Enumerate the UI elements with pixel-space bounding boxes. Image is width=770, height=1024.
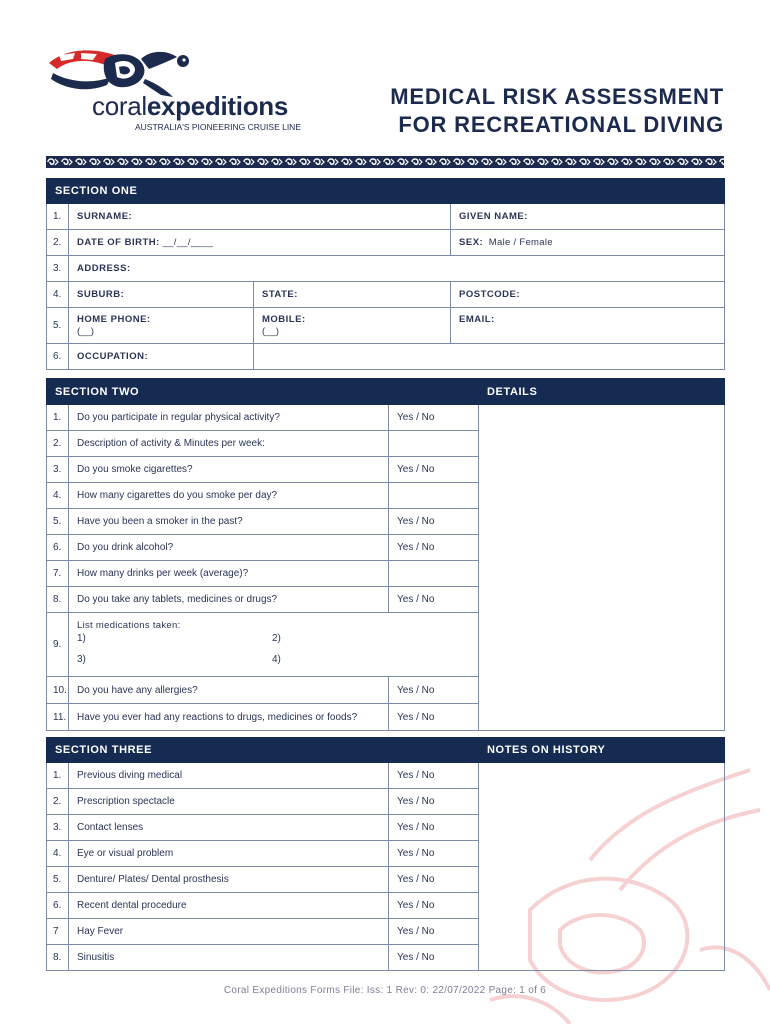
postcode-label: POSTCODE: — [459, 289, 520, 300]
yes-no-answer[interactable]: Yes / No — [389, 789, 479, 815]
row-number: 10. — [47, 677, 69, 704]
row-number: 1. — [47, 763, 69, 789]
question-text: How many drinks per week (average)? — [69, 561, 389, 587]
medication-slot-3: 3) — [77, 654, 86, 665]
question-text: Do you drink alcohol? — [69, 535, 389, 561]
mobile-field[interactable] — [254, 308, 451, 344]
row-number: 6. — [47, 344, 69, 370]
question-text: How many cigarettes do you smoke per day? — [69, 483, 389, 509]
occupation-label: OCCUPATION: — [77, 351, 149, 362]
row-number: 5. — [47, 308, 69, 344]
notes-on-history-field[interactable] — [479, 763, 725, 971]
yes-no-answer[interactable]: Yes / No — [389, 919, 479, 945]
row-number: 4. — [47, 483, 69, 509]
row-number: 3. — [47, 256, 69, 282]
section-two-table — [46, 378, 725, 731]
answer-field[interactable] — [389, 431, 479, 457]
occupation-label-cell — [69, 344, 254, 370]
yes-no-answer[interactable]: Yes / No — [389, 867, 479, 893]
question-text: Sinusitis — [69, 945, 389, 971]
suburb-field[interactable] — [69, 282, 254, 308]
row-number: 6. — [47, 535, 69, 561]
details-heading: DETAILS — [479, 379, 725, 405]
answer-field[interactable] — [389, 561, 479, 587]
home-phone-format: (__) — [77, 326, 94, 337]
sex-label: SEX: — [459, 237, 484, 248]
yes-no-answer[interactable]: Yes / No — [389, 815, 479, 841]
date-of-birth-format: __/__/____ — [162, 237, 214, 248]
row-number: 1. — [47, 204, 69, 230]
row-number: 7. — [47, 561, 69, 587]
sex-options: Male / Female — [488, 237, 553, 248]
section-three-answer-heading — [389, 738, 479, 763]
question-text: Recent dental procedure — [69, 893, 389, 919]
notes-on-history-heading: NOTES ON HISTORY — [479, 738, 725, 763]
yes-no-answer[interactable]: Yes / No — [389, 677, 479, 704]
page-title — [390, 83, 724, 139]
question-text: Have you been a smoker in the past? — [69, 509, 389, 535]
medication-slot-2: 2) — [272, 633, 281, 644]
yes-no-answer[interactable]: Yes / No — [389, 587, 479, 613]
yes-no-answer[interactable]: Yes / No — [389, 535, 479, 561]
surname-label: SURNAME: — [77, 211, 133, 222]
question-text: Have you ever had any reactions to drugs, medicines or foods? — [69, 704, 389, 731]
yes-no-answer[interactable]: Yes / No — [389, 509, 479, 535]
question-text: Previous diving medical — [69, 763, 389, 789]
medication-slot-4: 4) — [272, 654, 281, 665]
row-number: 11. — [47, 704, 69, 731]
surname-field[interactable] — [69, 204, 451, 230]
state-label: STATE: — [262, 289, 298, 300]
email-field[interactable] — [451, 308, 725, 344]
brand-tagline: AUSTRALIA'S PIONEERING CRUISE LINE — [135, 122, 301, 132]
details-field[interactable] — [479, 405, 725, 731]
question-text: Do you smoke cigarettes? — [69, 457, 389, 483]
yes-no-answer[interactable]: Yes / No — [389, 457, 479, 483]
row-number: 2. — [47, 230, 69, 256]
yes-no-answer[interactable]: Yes / No — [389, 893, 479, 919]
page-title-line-2: FOR RECREATIONAL DIVING — [398, 112, 724, 137]
address-field[interactable] — [69, 256, 725, 282]
brand-name-light: coral — [92, 91, 147, 121]
yes-no-answer[interactable]: Yes / No — [389, 405, 479, 431]
section-one-table — [46, 178, 725, 370]
given-name-field[interactable] — [451, 204, 725, 230]
row-number: 6. — [47, 893, 69, 919]
medications-label: List medications taken: — [77, 620, 181, 631]
question-text: Prescription spectacle — [69, 789, 389, 815]
question-text: Hay Fever — [69, 919, 389, 945]
section-three-table — [46, 737, 725, 971]
state-field[interactable] — [254, 282, 451, 308]
address-label: ADDRESS: — [77, 263, 131, 274]
yes-no-answer[interactable]: Yes / No — [389, 841, 479, 867]
row-number: 1. — [47, 405, 69, 431]
row-number: 5. — [47, 509, 69, 535]
date-of-birth-label: DATE OF BIRTH: — [77, 237, 160, 248]
sex-field[interactable] — [451, 230, 725, 256]
question-text: Do you have any allergies? — [69, 677, 389, 704]
row-number: 4. — [47, 841, 69, 867]
mobile-label: MOBILE: — [262, 314, 306, 325]
question-text: Eye or visual problem — [69, 841, 389, 867]
section-three-heading: SECTION THREE — [47, 738, 389, 763]
medications-field[interactable] — [69, 613, 479, 677]
given-name-label: GIVEN NAME: — [459, 211, 528, 222]
yes-no-answer[interactable]: Yes / No — [389, 763, 479, 789]
row-number: 4. — [47, 282, 69, 308]
medication-slot-1: 1) — [77, 633, 86, 644]
email-label: EMAIL: — [459, 314, 495, 325]
date-of-birth-field[interactable] — [69, 230, 451, 256]
row-number: 7 — [47, 919, 69, 945]
row-number: 2. — [47, 789, 69, 815]
section-one-heading-right — [451, 179, 725, 204]
question-text: Do you take any tablets, medicines or drugs? — [69, 587, 389, 613]
yes-no-answer[interactable]: Yes / No — [389, 704, 479, 731]
row-number: 9. — [47, 613, 69, 677]
row-number: 5. — [47, 867, 69, 893]
brand-name-bold: expeditions — [146, 91, 289, 121]
brand-name — [92, 91, 288, 122]
yes-no-answer[interactable]: Yes / No — [389, 945, 479, 971]
question-text: Contact lenses — [69, 815, 389, 841]
section-one-heading: SECTION ONE — [47, 179, 451, 204]
row-number: 8. — [47, 587, 69, 613]
question-text: Denture/ Plates/ Dental prosthesis — [69, 867, 389, 893]
row-number: 8. — [47, 945, 69, 971]
row-number: 2. — [47, 431, 69, 457]
suburb-label: SUBURB: — [77, 289, 125, 300]
occupation-field[interactable] — [254, 344, 725, 370]
section-two-answer-heading — [389, 379, 479, 405]
page-footer: Coral Expeditions Forms File: Iss: 1 Rev: 0: 22/07/2022 Page: 1 of 6 — [223, 985, 547, 996]
company-logo — [40, 40, 310, 140]
question-text: Description of activity & Minutes per week: — [69, 431, 389, 457]
decorative-pattern-divider — [46, 156, 724, 168]
question-text: Do you participate in regular physical activity? — [69, 405, 389, 431]
section-two-heading: SECTION TWO — [47, 379, 389, 405]
home-phone-label: HOME PHONE: — [77, 314, 151, 325]
postcode-field[interactable] — [451, 282, 725, 308]
page-title-line-1: MEDICAL RISK ASSESSMENT — [390, 84, 724, 109]
answer-field[interactable] — [389, 483, 479, 509]
mobile-format: (__) — [262, 326, 279, 337]
home-phone-field[interactable] — [69, 308, 254, 344]
row-number: 3. — [47, 457, 69, 483]
row-number: 3. — [47, 815, 69, 841]
